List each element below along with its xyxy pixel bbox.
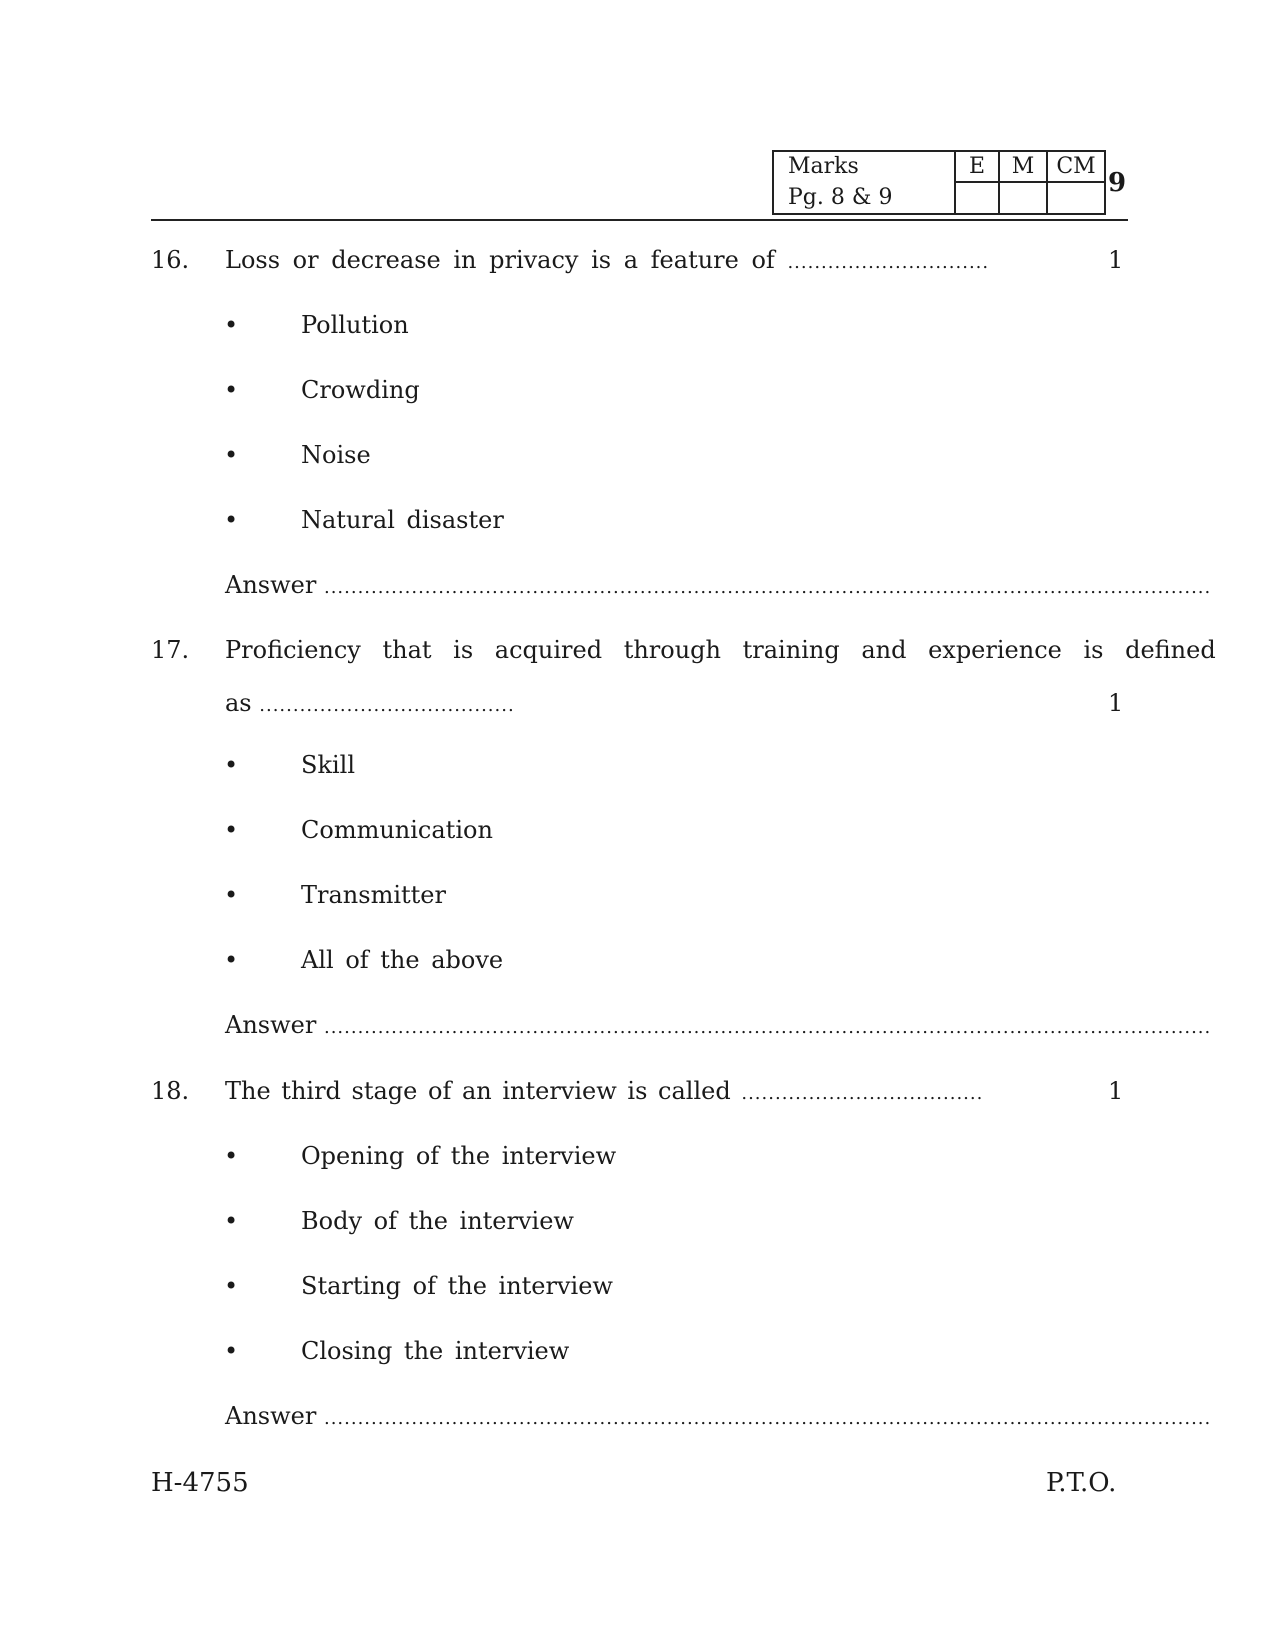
question-stem: as <box>225 689 252 717</box>
pages-label: Pg. 8 & 9 <box>773 182 955 214</box>
question-stem: Loss or decrease in privacy is a feature of <box>225 246 775 274</box>
question-text <box>225 246 989 274</box>
bullet: • <box>224 1272 239 1300</box>
col-m-header: M <box>999 151 1047 182</box>
bullet: • <box>224 506 239 534</box>
answer-label: Answer <box>225 1011 317 1039</box>
option: Opening of the interview <box>301 1142 617 1170</box>
fill-blank: .................................... <box>741 1083 984 1104</box>
bullet: • <box>224 881 239 909</box>
option: Body of the interview <box>301 1207 574 1235</box>
col-m-value <box>999 182 1047 214</box>
paper-code: H-4755 <box>151 1468 249 1498</box>
bullet: • <box>224 376 239 404</box>
answer-label: Answer <box>225 571 317 599</box>
col-e-value <box>955 182 999 214</box>
marks-table <box>772 150 1106 215</box>
answer-line <box>225 1011 1211 1039</box>
bullet: • <box>224 751 239 779</box>
question-text <box>225 1077 983 1105</box>
col-cm-header: CM <box>1047 151 1105 182</box>
header-rule <box>151 219 1128 221</box>
marks-label: Marks <box>773 151 955 182</box>
answer-line <box>225 1402 1211 1430</box>
fill-blank: .............................. <box>787 252 990 273</box>
question-number: 17. <box>151 636 190 664</box>
bullet: • <box>224 1207 239 1235</box>
fill-blank: ...................................... <box>259 695 515 716</box>
bullet: • <box>224 441 239 469</box>
answer-line <box>225 571 1211 599</box>
answer-dots: .................................................................................................................................... <box>323 1408 1212 1429</box>
question-marks: 1 <box>1108 689 1124 717</box>
option: Closing the interview <box>301 1337 570 1365</box>
bullet: • <box>224 1142 239 1170</box>
option: Skill <box>301 751 356 779</box>
col-e-header: E <box>955 151 999 182</box>
question-text-line1: Proficiency that is acquired through training and experience is defined <box>225 636 1216 664</box>
page-number: 9 <box>1108 168 1127 198</box>
bullet: • <box>224 816 239 844</box>
col-cm-value <box>1047 182 1105 214</box>
question-number: 18. <box>151 1077 190 1105</box>
question-marks: 1 <box>1108 246 1124 274</box>
question-marks: 1 <box>1108 1077 1124 1105</box>
bullet: • <box>224 311 239 339</box>
question-stem: The third stage of an interview is called <box>225 1077 731 1105</box>
bullet: • <box>224 1337 239 1365</box>
option: Crowding <box>301 376 420 404</box>
answer-label: Answer <box>225 1402 317 1430</box>
option: Starting of the interview <box>301 1272 613 1300</box>
option: Noise <box>301 441 371 469</box>
bullet: • <box>224 946 239 974</box>
option: Pollution <box>301 311 409 339</box>
option: All of the above <box>301 946 504 974</box>
option: Communication <box>301 816 493 844</box>
question-number: 16. <box>151 246 190 274</box>
option: Natural disaster <box>301 506 504 534</box>
question-text-line2 <box>225 689 515 717</box>
answer-dots: .................................................................................................................................... <box>323 1017 1212 1038</box>
option: Transmitter <box>301 881 446 909</box>
pto-label: P.T.O. <box>1046 1468 1117 1498</box>
answer-dots: .................................................................................................................................... <box>323 577 1212 598</box>
